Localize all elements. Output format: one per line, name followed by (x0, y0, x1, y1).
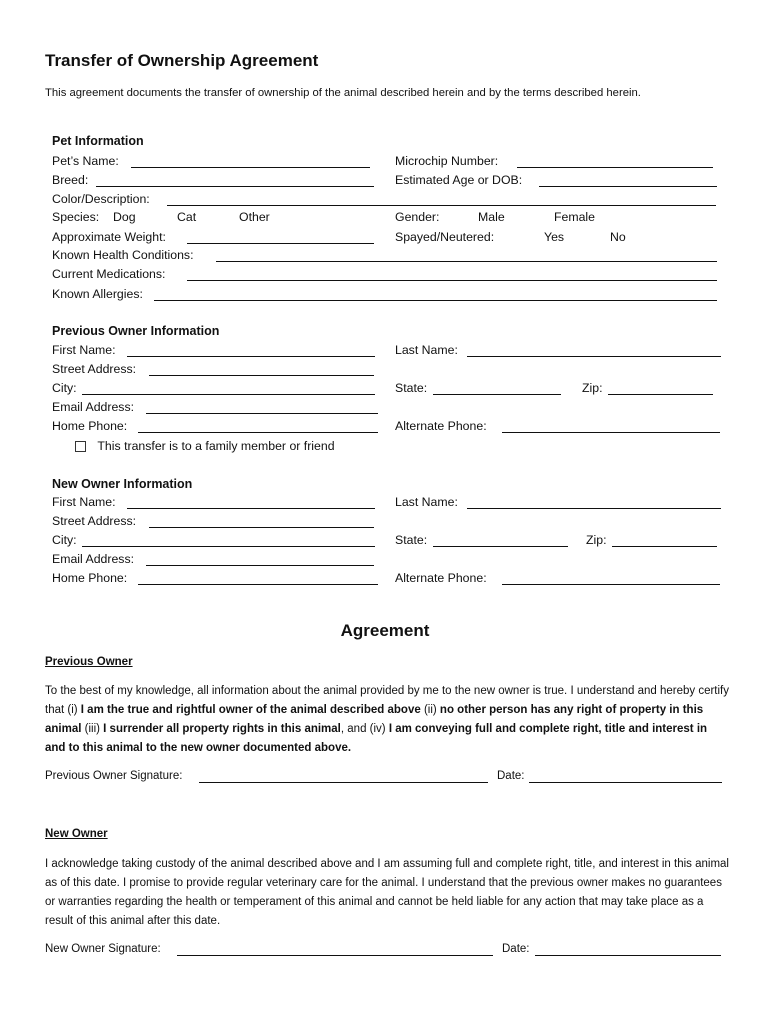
new-state-field[interactable] (433, 546, 568, 547)
weight-field[interactable] (187, 243, 374, 244)
previous-signature-field[interactable] (199, 782, 488, 783)
previous-signature-label: Previous Owner Signature: (45, 770, 183, 782)
new-street-label: Street Address: (52, 514, 137, 528)
gender-label: Gender: (395, 210, 440, 224)
new-owner-heading: New Owner Information (52, 477, 193, 491)
gender-option-female[interactable]: Female (554, 210, 596, 224)
prev-email-label: Email Address: (52, 400, 135, 414)
age-field[interactable] (539, 186, 717, 187)
pet-name-field[interactable] (131, 167, 370, 168)
health-field[interactable] (216, 261, 717, 262)
prev-home-phone-label: Home Phone: (52, 419, 128, 433)
new-first-name-field[interactable] (127, 508, 375, 509)
prev-city-field[interactable] (82, 394, 375, 395)
allergies-label: Known Allergies: (52, 287, 143, 301)
family-transfer-label: This transfer is to a family member or friend (97, 439, 335, 453)
health-label: Known Health Conditions: (52, 248, 194, 262)
previous-owner-heading: Previous Owner Information (52, 324, 220, 338)
new-zip-field[interactable] (612, 546, 717, 547)
document-title: Transfer of Ownership Agreement (45, 51, 319, 70)
medications-field[interactable] (187, 280, 717, 281)
age-label: Estimated Age or DOB: (395, 173, 523, 187)
previous-date-field[interactable] (529, 782, 722, 783)
new-signature-label: New Owner Signature: (45, 943, 161, 955)
breed-label: Breed: (52, 173, 89, 187)
new-last-name-label: Last Name: (395, 495, 458, 509)
prev-city-label: City: (52, 381, 77, 395)
family-transfer-checkbox[interactable] (75, 441, 86, 452)
new-street-field[interactable] (149, 527, 374, 528)
previous-owner-subheading: Previous Owner (45, 656, 133, 668)
prev-zip-field[interactable] (608, 394, 713, 395)
medications-label: Current Medications: (52, 267, 166, 281)
prev-alt-phone-label: Alternate Phone: (395, 419, 487, 433)
new-state-label: State: (395, 533, 428, 547)
prev-first-name-label: First Name: (52, 343, 116, 357)
new-email-field[interactable] (146, 565, 374, 566)
prev-home-phone-field[interactable] (138, 432, 378, 433)
new-date-label: Date: (502, 943, 530, 955)
prev-first-name-field[interactable] (127, 356, 375, 357)
prev-street-field[interactable] (149, 375, 374, 376)
prev-last-name-label: Last Name: (395, 343, 458, 357)
new-alt-phone-label: Alternate Phone: (395, 571, 487, 585)
new-owner-agreement-text: I acknowledge taking custody of the animal described above and I am assuming full and complete right, title, and interest in this animal as of this date. I promise to provide regular veterinary care for the animal. I understand that the previous owner makes no guarantees or warranties regarding the health or temperament of this animal and cannot be held liable for any action that may take place as a result of this animal after this date. (45, 858, 729, 927)
new-date-field[interactable] (535, 955, 721, 956)
species-option-cat[interactable]: Cat (177, 210, 197, 224)
species-option-other[interactable]: Other (239, 210, 270, 224)
previous-owner-agreement-text: To the best of my knowledge, all information about the animal provided by me to the new owner is true. I understand and hereby certify that (i) I am the true and rightful owner of the animal described above (ii) no other person has any right of property in this animal (iii) I surrender all property rights in this animal, and (iv) I am conveying full and complete right, title and interest in and to this animal to the new owner documented above. (45, 685, 729, 754)
new-city-label: City: (52, 533, 77, 547)
prev-email-field[interactable] (146, 413, 378, 414)
microchip-field[interactable] (517, 167, 713, 168)
agreement-heading: Agreement (340, 621, 430, 640)
spayed-option-no[interactable]: No (610, 230, 626, 244)
new-city-field[interactable] (82, 546, 375, 547)
new-last-name-field[interactable] (467, 508, 721, 509)
species-option-dog[interactable]: Dog (113, 210, 136, 224)
pet-name-label: Pet’s Name: (52, 154, 119, 168)
new-signature-field[interactable] (177, 955, 493, 956)
species-label: Species: (52, 210, 100, 224)
new-first-name-label: First Name: (52, 495, 116, 509)
prev-state-field[interactable] (433, 394, 561, 395)
prev-street-label: Street Address: (52, 362, 137, 376)
color-label: Color/Description: (52, 192, 150, 206)
pet-info-heading: Pet Information (52, 134, 144, 148)
prev-state-label: State: (395, 381, 428, 395)
prev-zip-label: Zip: (582, 381, 603, 395)
microchip-label: Microchip Number: (395, 154, 499, 168)
prev-last-name-field[interactable] (467, 356, 721, 357)
weight-label: Approximate Weight: (52, 230, 166, 244)
new-owner-subheading: New Owner (45, 828, 108, 840)
spayed-label: Spayed/Neutered: (395, 230, 495, 244)
color-field[interactable] (167, 205, 716, 206)
allergies-field[interactable] (154, 300, 717, 301)
previous-date-label: Date: (497, 770, 525, 782)
family-transfer-checkbox-row[interactable] (75, 440, 335, 452)
prev-alt-phone-field[interactable] (502, 432, 720, 433)
new-home-phone-field[interactable] (138, 584, 378, 585)
intro-text: This agreement documents the transfer of ownership of the animal described herein and by the terms described herein. (45, 87, 641, 99)
new-home-phone-label: Home Phone: (52, 571, 128, 585)
new-alt-phone-field[interactable] (502, 584, 720, 585)
spayed-option-yes[interactable]: Yes (544, 230, 565, 244)
new-email-label: Email Address: (52, 552, 135, 566)
gender-option-male[interactable]: Male (478, 210, 505, 224)
breed-field[interactable] (96, 186, 374, 187)
new-zip-label: Zip: (586, 533, 607, 547)
